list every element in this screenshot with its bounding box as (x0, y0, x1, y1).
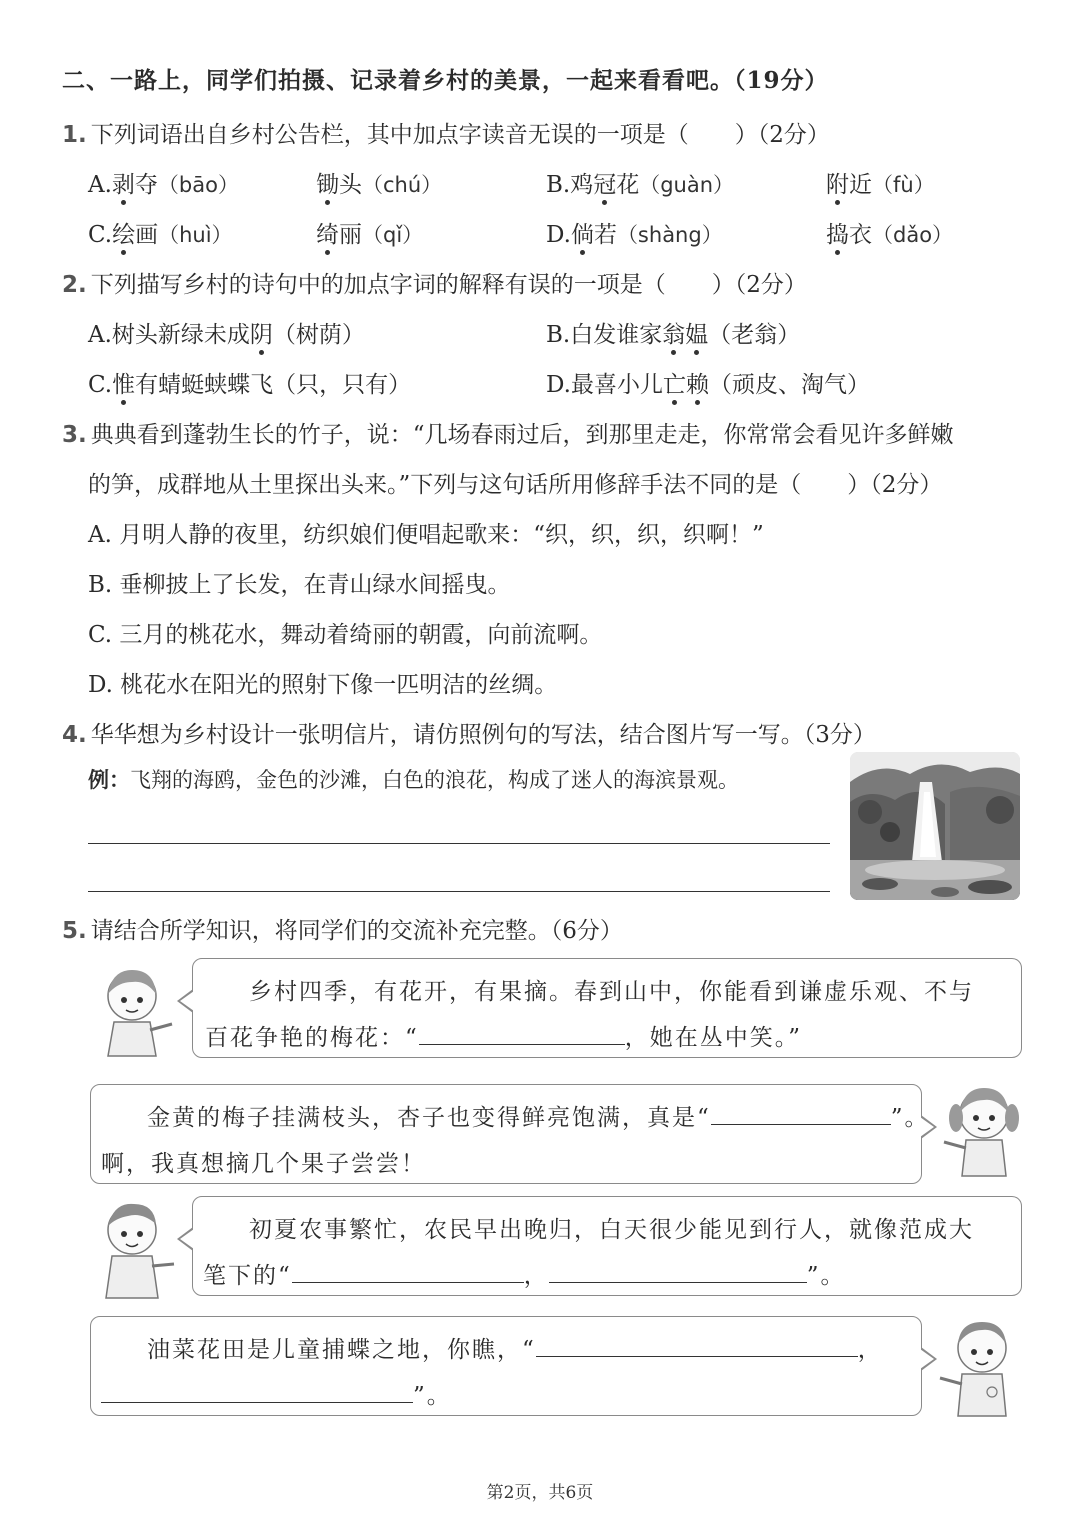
text-post: 有蜻蜓蛱蝶飞 (135, 372, 274, 398)
bubble2-line2: 啊，我真想摘几个果子尝尝！ (101, 1151, 426, 1177)
blank-plum-line[interactable] (419, 1020, 625, 1045)
explanation: （顽皮、淘气） (708, 372, 870, 398)
girl-avatar-icon (92, 958, 178, 1058)
dotted-pair (663, 372, 709, 398)
bubble4-line2 (101, 1377, 452, 1410)
word-rest: 花 (616, 172, 640, 198)
q5-stem (62, 912, 623, 945)
example-text: 飞翔的海鸥，金色的沙滩，白色的浪花，构成了迷人的海滨景观。 (130, 768, 739, 792)
option-label: A. (88, 172, 112, 198)
pinyin: （bāo） (157, 173, 239, 197)
bubble1-line1: 乡村四季，有花开，有果摘。春到山中，你能看到谦虚乐观、不与 (249, 979, 974, 1005)
q5-number: 5. (62, 918, 87, 944)
option-label: C. (88, 372, 113, 398)
blank-butterfly-line-1[interactable] (536, 1332, 858, 1357)
q4-answer-line-2[interactable] (88, 891, 830, 892)
q1-option-a2 (316, 166, 442, 199)
bubble4-end: ”。 (413, 1383, 452, 1409)
text-pre: 最喜小儿 (570, 372, 663, 398)
q4-example (88, 764, 739, 794)
bubble2-post: ”。 (890, 1105, 930, 1131)
girl-avatar-2 (936, 1078, 1026, 1178)
bubble4-post: ， (857, 1337, 883, 1363)
q4-stem (62, 716, 876, 749)
option-label: B. (546, 172, 571, 198)
q2-text: 下列描写乡村的诗句中的加点字词的解释有误的一项是（ ）（2分） (90, 272, 807, 298)
bubble1-post: ，她在丛中笑。” (624, 1025, 803, 1051)
bubble2-pre: 金黄的梅子挂满枝头，杏子也变得鲜亮饱满，真是“ (147, 1105, 711, 1131)
dotted-char: 赖 (686, 366, 709, 399)
dotted-char: 冠 (593, 166, 616, 199)
q3-stem-line2: 的笋，成群地从土里探出头来。”下列与这句话所用修辞手法不同的是（ ）（2分） (88, 472, 943, 498)
explanation: （树荫） (272, 322, 365, 348)
q3-number: 3. (62, 422, 87, 448)
explanation: （老翁） (708, 322, 801, 348)
dotted-pair (662, 322, 708, 348)
text-pre: 树头新绿未成 (111, 322, 250, 348)
bubble3-pre: 笔下的“ (203, 1263, 292, 1289)
pinyin: （shàng） (616, 223, 723, 247)
pinyin: （dǎo） (872, 223, 954, 247)
example-label: 例： (88, 768, 130, 792)
bubble4-pre: 油菜花田是儿童捕蝶之地，你瞧，“ (147, 1337, 536, 1363)
q1-option-c2 (316, 216, 423, 249)
q3-option-c[interactable]: C. 三月的桃花水，舞动着绮丽的朝霞，向前流啊。 (88, 622, 603, 648)
word-pre: 鸡 (570, 172, 594, 198)
word-rest: 近 (849, 172, 872, 198)
dotted-char: 亡 (663, 366, 686, 399)
q2-option-d[interactable] (546, 366, 870, 399)
option-label: A. (88, 322, 112, 348)
dialog-bubble-3 (192, 1196, 1022, 1296)
q3-stem-line1 (62, 416, 954, 449)
option-label: C. (88, 222, 113, 248)
waterfall-landscape-image (850, 752, 1020, 900)
q2-option-b[interactable] (546, 316, 800, 349)
pinyin: （chú） (362, 173, 443, 197)
q1-number: 1. (62, 122, 87, 148)
q3-option-d[interactable]: D. 桃花水在阳光的照射下像一匹明洁的丝绸。 (88, 672, 558, 698)
blank-butterfly-line-2[interactable] (101, 1378, 413, 1403)
q1-option-d2 (826, 216, 953, 249)
dotted-char: 锄 (316, 166, 339, 199)
bubble3-line2 (203, 1257, 846, 1290)
q2-number: 2. (62, 272, 87, 298)
q2-option-c[interactable] (88, 366, 411, 399)
q1-option-c1[interactable] (88, 216, 233, 249)
option-label: D. (546, 222, 571, 248)
girl-avatar-1 (92, 958, 178, 1058)
word-rest: 画 (135, 222, 159, 248)
dotted-char: 阴 (250, 316, 273, 349)
q4-answer-line-1[interactable] (88, 843, 830, 844)
q1-option-a1[interactable] (88, 166, 239, 199)
q4-text: 华华想为乡村设计一张明信片，请仿照例句的写法，结合图片写一写。（3分） (90, 722, 876, 748)
pinyin: （guàn） (639, 173, 735, 197)
q3-text-1: 典典看到蓬勃生长的竹子，说：“几场春雨过后，到那里走走，你常常会看见许多鲜嫩 (90, 422, 954, 448)
q1-text: 下列词语出自乡村公告栏，其中加点字读音无误的一项是（ ）（2分） (90, 122, 830, 148)
blank-poem-line-2[interactable] (549, 1258, 807, 1283)
bubble3-post: ”。 (806, 1263, 846, 1289)
q1-option-b2 (826, 166, 935, 199)
q1-option-b1[interactable] (546, 166, 734, 199)
girl-pigtails-avatar-icon (936, 1078, 1026, 1178)
q4-number: 4. (62, 722, 87, 748)
section-title: 二、一路上，同学们拍摄、记录着乡村的美景，一起来看看吧。（19分） (62, 67, 829, 94)
blank-apricot-line[interactable] (711, 1100, 891, 1125)
pinyin: （huì） (158, 223, 233, 247)
dotted-char: 绘 (112, 216, 135, 249)
word-rest: 衣 (849, 222, 872, 248)
option-label: D. (546, 372, 571, 398)
boy-lightbulb-avatar-icon (934, 1312, 1024, 1418)
q3-option-a[interactable]: A. 月明人静的夜里，纺织娘们便唱起歌来：“织，织，织，织啊！” (88, 522, 764, 548)
dotted-char: 翁 (662, 316, 685, 349)
explanation: （只，只有） (273, 372, 412, 398)
q3-option-b[interactable]: B. 垂柳披上了长发，在青山绿水间摇曳。 (88, 572, 511, 598)
dotted-char: 附 (826, 166, 849, 199)
blank-poem-line-1[interactable] (292, 1258, 524, 1283)
pinyin: （qǐ） (362, 223, 424, 247)
dotted-char: 惟 (112, 366, 135, 399)
dotted-char: 倘 (571, 216, 594, 249)
dotted-char: 媪 (685, 316, 708, 349)
dialog-bubble-4 (90, 1316, 922, 1416)
word-rest: 夺 (134, 172, 158, 198)
option-label: B. (546, 322, 571, 348)
dotted-char: 捣 (826, 216, 849, 249)
bubble2-line1 (147, 1099, 930, 1132)
text-pre: 白发谁家 (570, 322, 663, 348)
bubble3-line1: 初夏农事繁忙，农民早出晚归，白天很少能见到行人，就像范成大 (249, 1217, 974, 1243)
q1-stem (62, 116, 830, 149)
boy-avatar-1 (92, 1194, 178, 1300)
dotted-char: 剥 (112, 166, 135, 199)
bubble1-pre: 百花争艳的梅花：“ (205, 1025, 419, 1051)
word-rest: 若 (593, 222, 617, 248)
q2-option-a[interactable] (88, 316, 365, 349)
landscape-illustration (850, 752, 1020, 900)
dotted-char: 绮 (316, 216, 339, 249)
word-rest: 头 (339, 172, 362, 198)
boy-avatar-2 (934, 1312, 1024, 1418)
pinyin: （fù） (872, 173, 935, 197)
boy-avatar-icon (92, 1194, 178, 1300)
dialog-bubble-2 (90, 1084, 930, 1184)
page-number: 第2页，共6页 (486, 1483, 594, 1503)
bubble4-line1 (147, 1331, 883, 1364)
q2-stem (62, 266, 807, 299)
q5-text: 请结合所学知识，将同学们的交流补充完整。（6分） (90, 918, 623, 944)
q1-option-d1[interactable] (546, 216, 723, 249)
bubble3-mid: ， (523, 1263, 549, 1289)
word-rest: 丽 (339, 222, 362, 248)
dialog-bubble-1 (192, 958, 1022, 1058)
bubble1-line2 (205, 1019, 802, 1052)
